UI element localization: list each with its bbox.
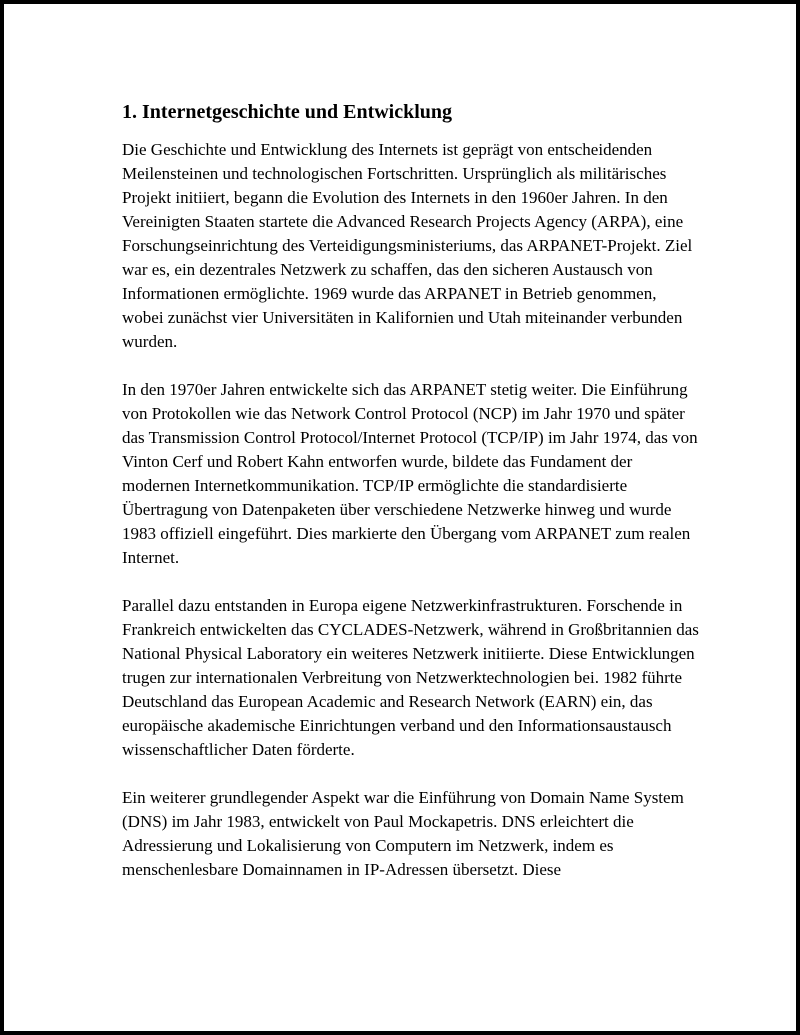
section-heading: 1. Internetgeschichte und Entwicklung: [122, 101, 453, 123]
paragraph-dns: Ein weiterer grundlegender Aspekt war die Einführung von Domain Name System (DNS) im Jahr 1983, entwickelt von Paul Mockapetris. DNS erleichtert die Adressierung und Lokalisierung von Computern im Netzwerk, indem es menschenlesbare Domainnamen in IP-Adressen übersetzt. Diese: [122, 788, 684, 879]
paragraph-tcp-ip: In den 1970er Jahren entwickelte sich das ARPANET stetig weiter. Die Einführung von Protokollen wie das Network Control Protocol (NCP) im Jahr 1970 und später das Transmission Control Protocol/Internet Protocol (TCP/IP) im Jahr 1974, das von Vinton Cerf und Robert Kahn entworfen wurde, bildete das Fundament der modernen Internetkommunikation. TCP/IP ermöglichte die standardisierte Übertragung von Datenpaketen über verschiedene Netzwerke hinweg und wurde 1983 offiziell eingeführt. Dies markierte den Übergang vom ARPANET zum realen Internet.: [122, 380, 698, 567]
paragraph-europe-networks: Parallel dazu entstanden in Europa eigene Netzwerkinfrastrukturen. Forschende in Frankreich entwickelten das CYCLADES-Netzwerk, während in Großbritannien das National Physical Laboratory ein weiteres Netzwerk initiierte. Diese Entwicklungen trugen zur internationalen Verbreitung von Netzwerktechnologien bei. 1982 führte Deutschland das European Academic and Research Network (EARN) ein, das europäische akademische Einrichtungen verband und den Informationsaustausch wissenschaftlicher Daten förderte.: [122, 596, 699, 759]
paragraph-arpanet-origins: Die Geschichte und Entwicklung des Internets ist geprägt von entscheidenden Meilensteinen und technologischen Fortschritten. Ursprünglich als militärisches Projekt initiiert, begann die Evolution des Internets in den 1960er Jahren. In den Vereinigten Staaten startete die Advanced Research Projects Agency (ARPA), eine Forschungseinrichtung des Verteidigungsministeriums, das ARPANET-Projekt. Ziel war es, ein dezentrales Netzwerk zu schaffen, das den sicheren Austausch von Informationen ermöglichte. 1969 wurde das ARPANET in Betrieb genommen, wobei zunächst vier Universitäten in Kalifornien und Utah miteinander verbunden wurden.: [122, 140, 693, 351]
document-body: [122, 98, 702, 906]
